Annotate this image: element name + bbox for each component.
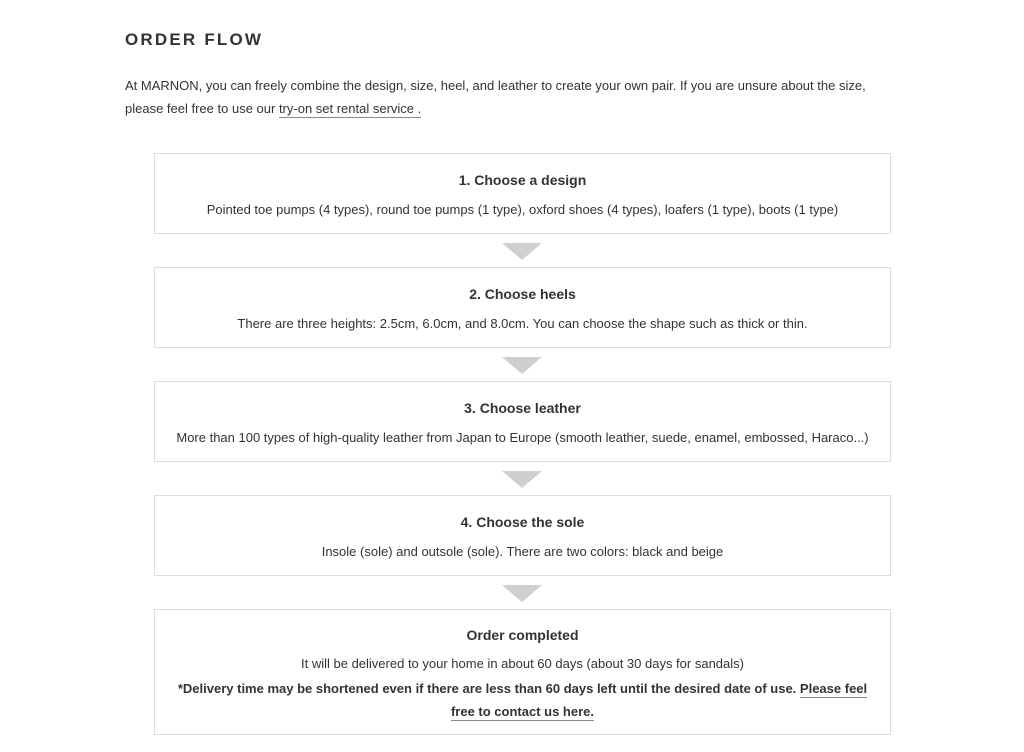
step-description: Insole (sole) and outsole (sole). There are two colors: black and beige [321, 544, 724, 559]
contact-us-link[interactable]: Please feel free to contact us here. [450, 681, 868, 719]
down-arrow-icon [502, 357, 542, 374]
down-arrow-icon [502, 471, 542, 488]
step-description: Pointed toe pumps (4 types), round toe pumps (1 type), oxford shoes (4 types), loafers (1 type), boots (1 type) [206, 202, 839, 217]
try-on-rental-link[interactable]: try-on set rental service . [278, 101, 422, 116]
down-arrow-icon [502, 243, 542, 260]
step-description: More than 100 types of high-quality leather from Japan to Europe (smooth leather, suede, enamel, embossed, Haraco...) [176, 430, 869, 445]
step-title: 2. Choose heels [469, 286, 576, 302]
step-connector [154, 348, 891, 381]
intro-paragraph [125, 74, 885, 120]
step-card-leather [154, 381, 891, 462]
step-title: Order completed [466, 627, 579, 643]
step-card-design [154, 153, 891, 234]
step-title: 4. Choose the sole [460, 514, 585, 530]
step-description: There are three heights: 2.5cm, 6.0cm, and 8.0cm. You can choose the shape such as thick or thin. [237, 316, 808, 331]
delivery-note-text: *Delivery time may be shortened even if there are less than 60 days left until the desired date of use. [177, 681, 800, 696]
step-title: 3. Choose leather [464, 400, 581, 416]
step-connector [154, 576, 891, 609]
step-title: 1. Choose a design [458, 172, 587, 188]
delivery-note [168, 677, 878, 723]
order-steps [154, 153, 891, 735]
step-card-heels [154, 267, 891, 348]
step-card-sole [154, 495, 891, 576]
page-title: ORDER FLOW [125, 30, 264, 49]
step-description: It will be delivered to your home in about 60 days (about 30 days for sandals) [301, 656, 744, 671]
step-connector [154, 462, 891, 495]
down-arrow-icon [502, 585, 542, 602]
step-connector [154, 234, 891, 267]
step-card-order-completed [154, 609, 891, 735]
intro-text: At MARNON, you can freely combine the design, size, heel, and leather to create your own pair. If you are unsure about the size, please feel free to use our [125, 78, 866, 116]
